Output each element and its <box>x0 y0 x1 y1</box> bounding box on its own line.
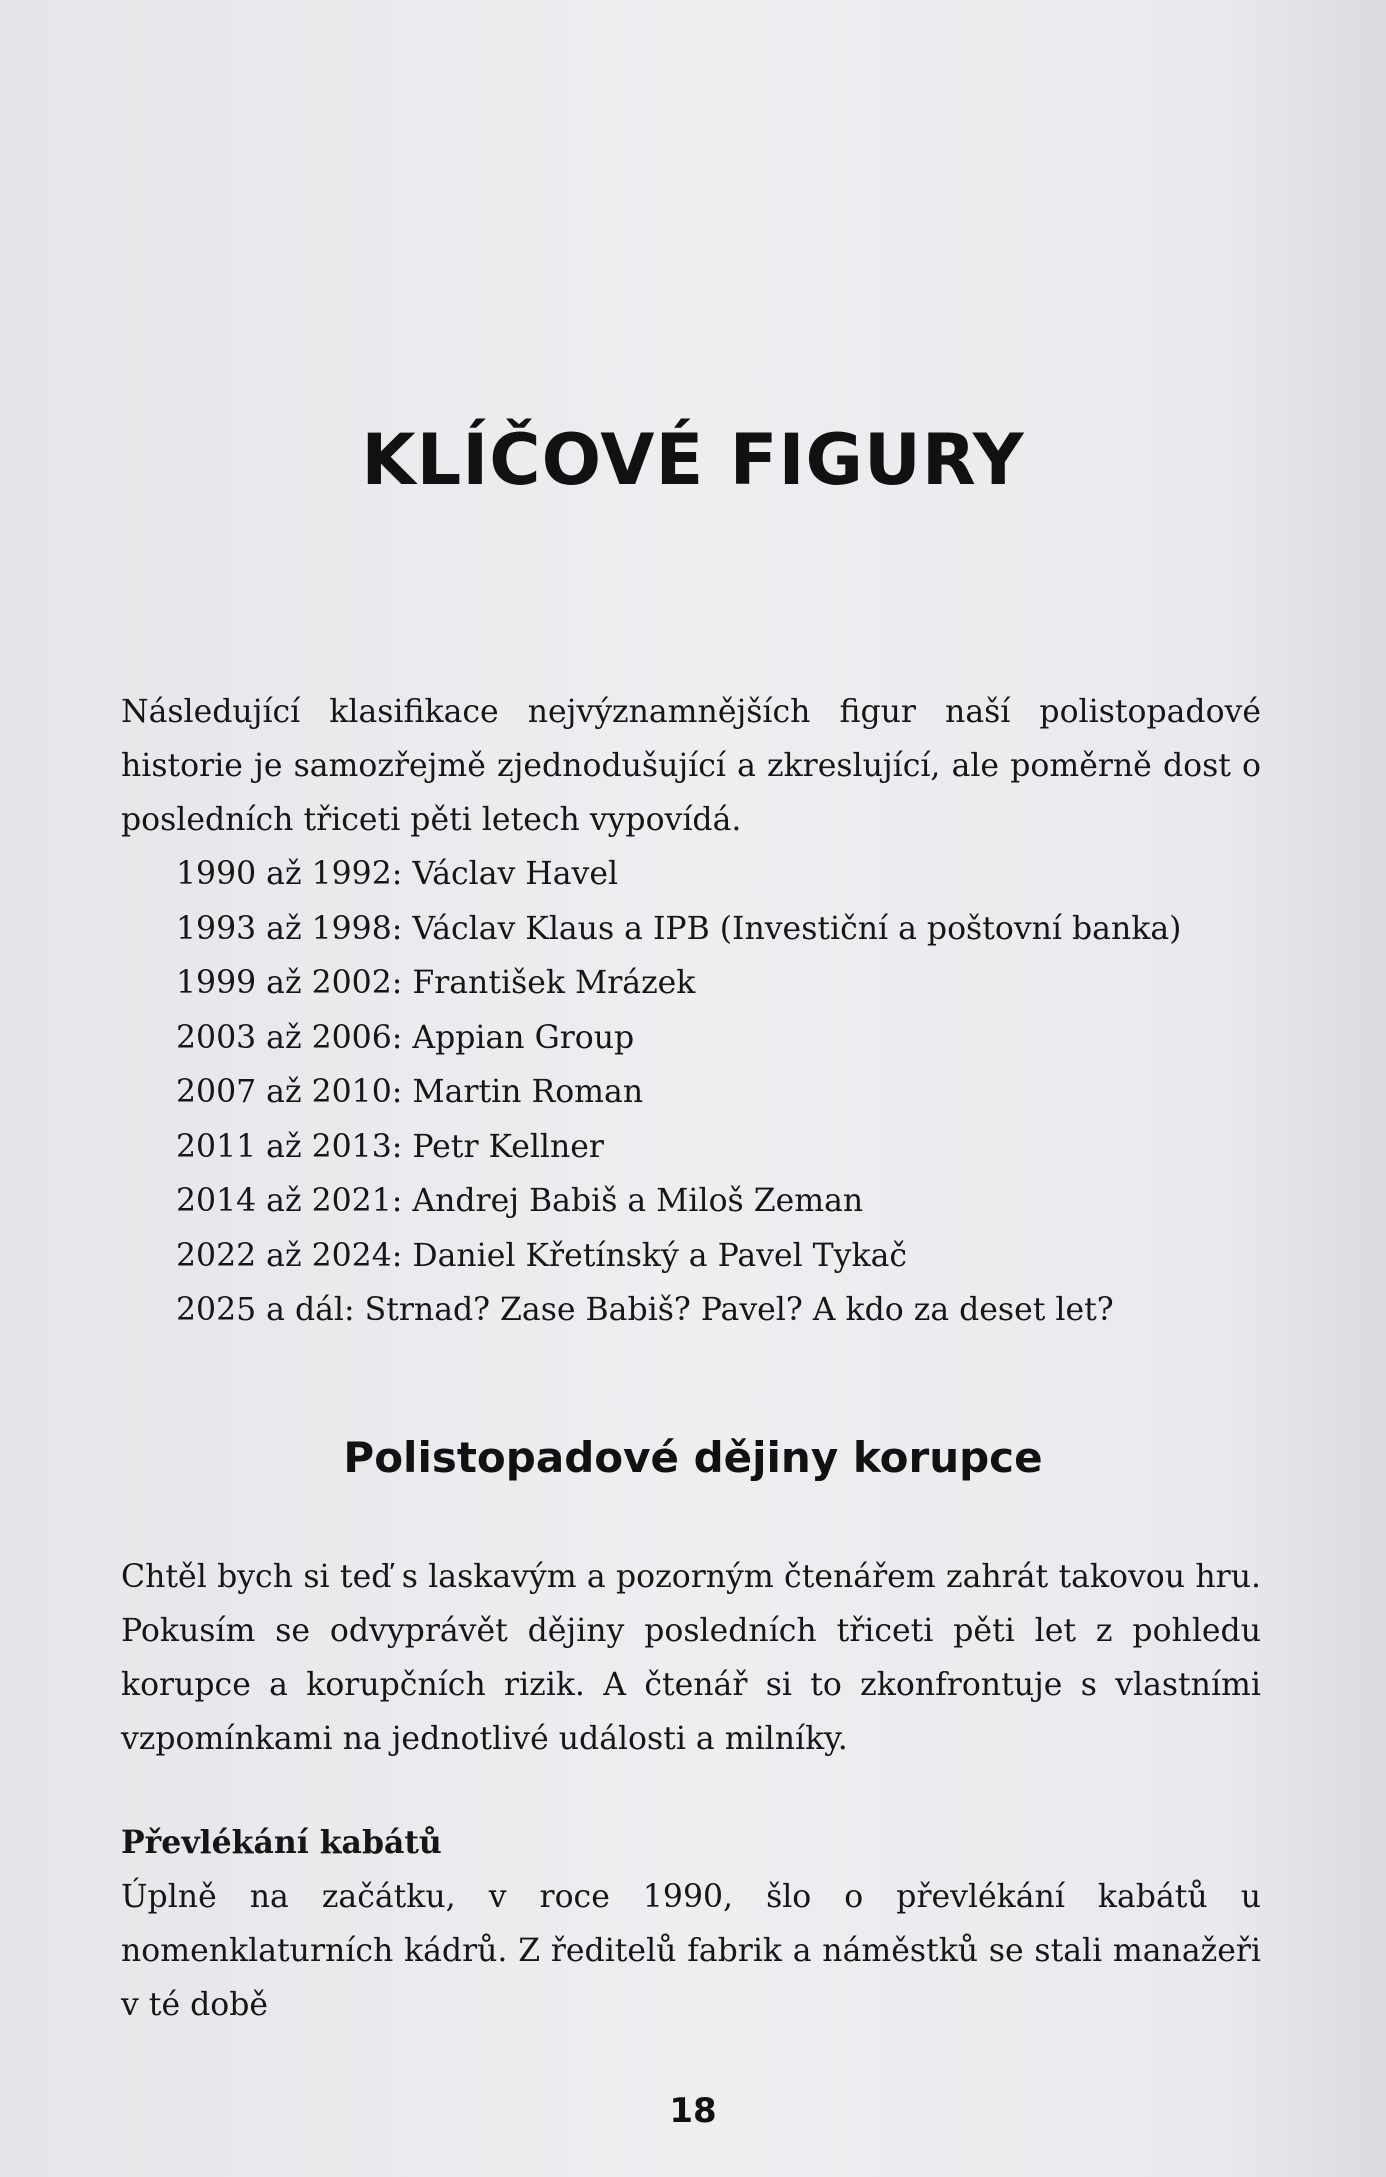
subheading-paragraph: Úplně na začátku, v roce 1990, šlo o převlékání kabátů u nomenklaturních kádrů. Z ředitelů fabrik a náměstků se stali manažeři v té době <box>121 1879 1261 2023</box>
list-item: 2003 až 2006: Appian Group <box>176 1019 635 1056</box>
list-item: 2007 až 2010: Martin Roman <box>176 1074 644 1110</box>
section-heading: Polistopadové dějiny korupce <box>343 1433 1043 1482</box>
list-item: 1993 až 1998: Václav Klaus a IPB (Investiční a poštovní banka) <box>176 910 1182 947</box>
list-item: 2025 a dál: Strnad? Zase Babiš? Pavel? A kdo za deset let? <box>176 1292 1114 1328</box>
subheading: Převlékání kabátů <box>121 1824 442 1861</box>
list-item: 1999 až 2002: František Mrázek <box>176 965 696 1001</box>
key-figures-list <box>176 847 1181 1338</box>
list-item: 1990 až 1992: Václav Havel <box>176 856 619 892</box>
chapter-title: KLÍČOVÉ FIGURY <box>361 419 1025 501</box>
intro-paragraph: Následující klasifikace nejvýznamnějších figur naší polistopadové historie je samozřejmě zjednodušující a zkreslující, ale poměrně dost o posledních třiceti pěti letech vypovídá. <box>121 694 1261 838</box>
list-item: 2022 až 2024: Daniel Křetínský a Pavel Tykač <box>176 1237 907 1274</box>
list-item: 2014 až 2021: Andrej Babiš a Miloš Zeman <box>176 1183 864 1219</box>
list-item: 2011 až 2013: Petr Kellner <box>176 1128 604 1165</box>
section-paragraph: Chtěl bych si teď s laskavým a pozorným čtenářem zahrát takovou hru. Pokusím se odvyprávět dějiny posledních třiceti pěti let z pohledu korupce a korupčních rizik. A čtenář si to zkonfrontuje s vlastními vzpomínkami na jednotlivé události a milníky. <box>121 1559 1261 1757</box>
page-number: 18 <box>669 2091 717 2131</box>
